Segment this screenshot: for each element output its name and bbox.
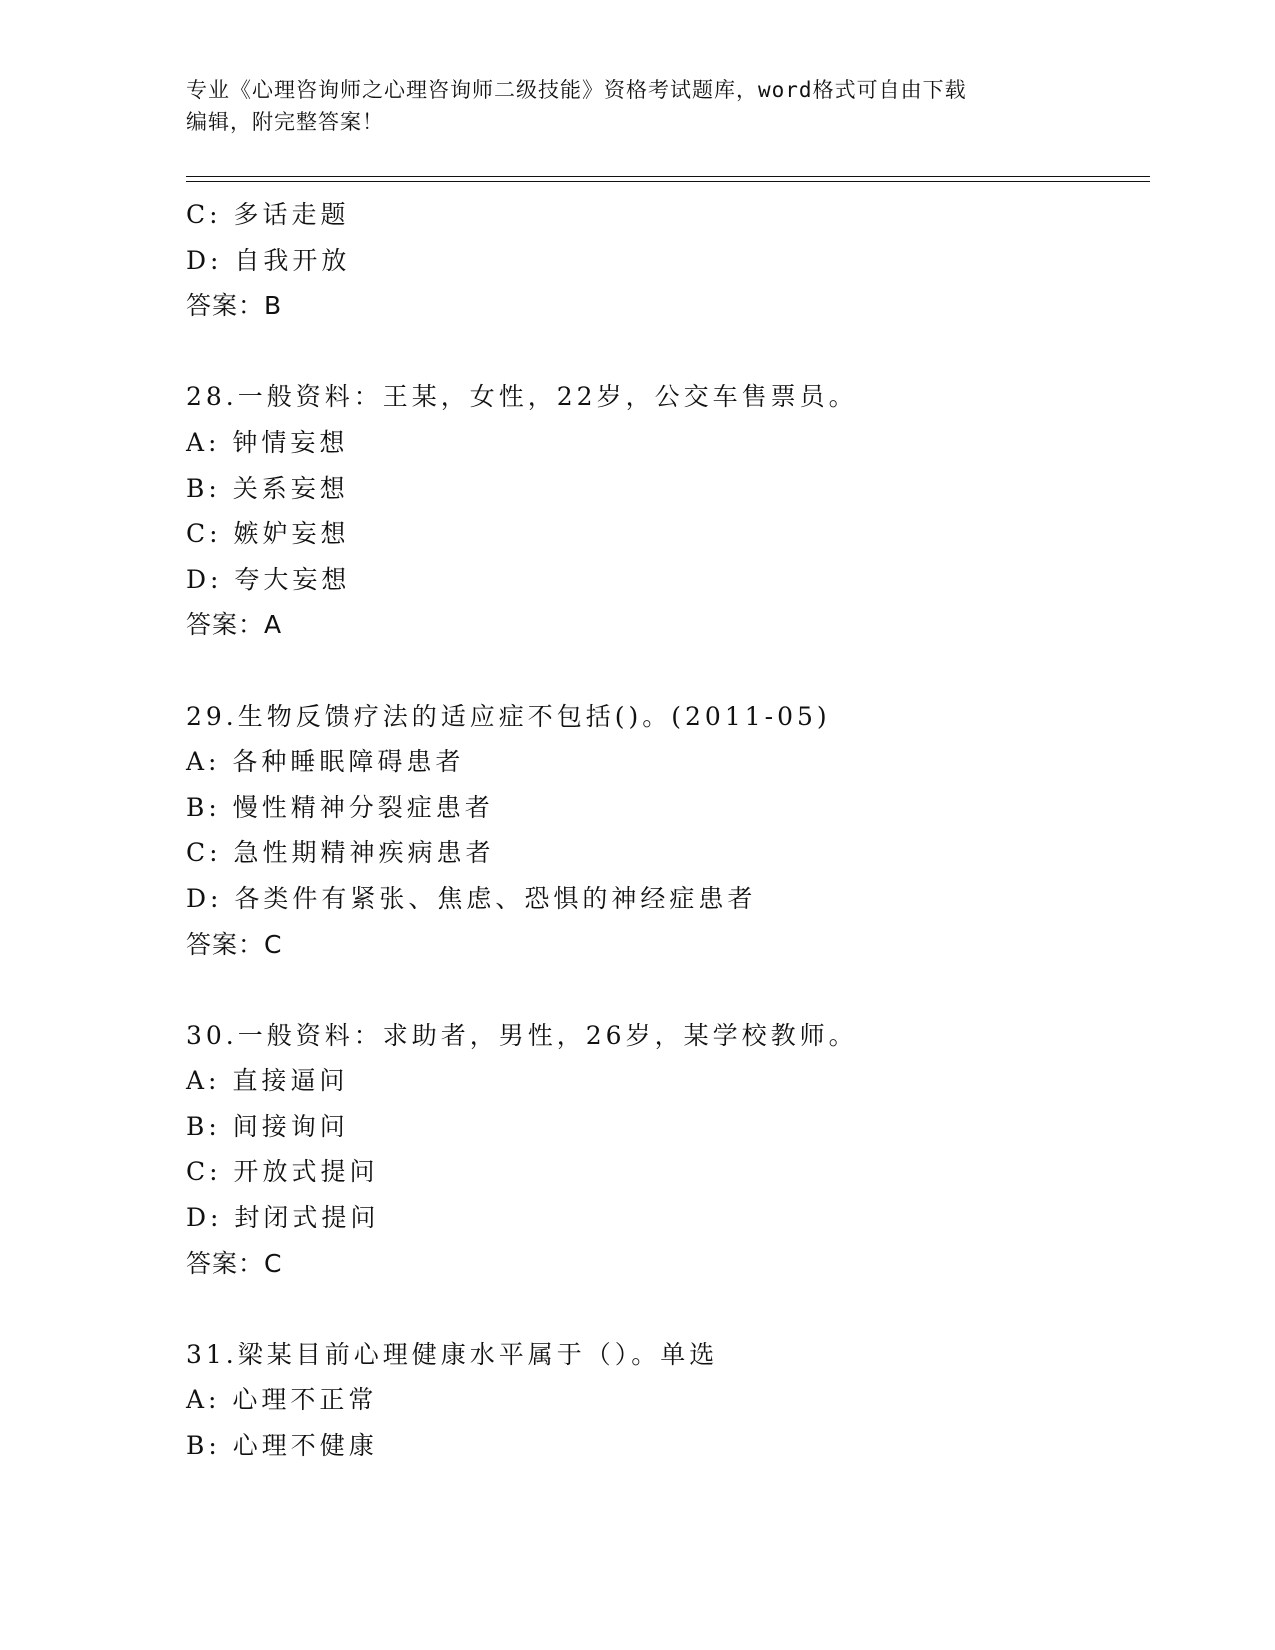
- question-stem-28: 28.一般资料：王某，女性，22岁，公交车售票员。: [186, 382, 858, 412]
- option-c: C: 开放式提问: [186, 1157, 379, 1187]
- answer: 答案：B: [186, 291, 283, 321]
- option-b: B: 间接询问: [186, 1111, 349, 1141]
- option-a: A: 心理不正常: [186, 1385, 378, 1415]
- question-stem-31: 31.梁某目前心理健康水平属于（）。单选: [186, 1339, 719, 1369]
- spacer: [186, 648, 1146, 694]
- answer: 答案：C: [186, 929, 283, 959]
- header-line-2: 编辑，附完整答案！: [186, 110, 384, 134]
- spacer: [186, 329, 1146, 375]
- answer: 答案：A: [186, 610, 283, 640]
- document-header: [186, 74, 1086, 138]
- option-d: D: 自我开放: [186, 245, 351, 275]
- option-b: B: 心理不健康: [186, 1431, 378, 1461]
- question-list: [186, 192, 1146, 1469]
- header-line-1: 专业《心理咨询师之心理咨询师二级技能》资格考试题库，word格式可自由下载: [186, 78, 967, 102]
- option-b: B: 慢性精神分裂症患者: [186, 792, 494, 822]
- spacer: [186, 967, 1146, 1013]
- header-rule-top: [186, 176, 1150, 177]
- option-c: C: 急性期精神疾病患者: [186, 838, 495, 868]
- option-a: A: 直接逼问: [186, 1066, 349, 1096]
- question-stem-30: 30.一般资料：求助者，男性，26岁，某学校教师。: [186, 1020, 858, 1050]
- option-b: B: 关系妄想: [186, 473, 349, 503]
- option-d: D: 封闭式提问: [186, 1203, 380, 1233]
- option-a: A: 钟情妄想: [186, 427, 349, 457]
- answer: 答案：C: [186, 1248, 283, 1278]
- option-c: C: 嫉妒妄想: [186, 519, 350, 549]
- option-a: A: 各种睡眠障碍患者: [186, 747, 465, 777]
- option-c: C: 多话走题: [186, 200, 350, 229]
- question-stem-29: 29.生物反馈疗法的适应症不包括()。(2011-05): [186, 701, 831, 731]
- option-d: D: 各类件有紧张、焦虑、恐惧的神经症患者: [186, 883, 757, 913]
- header-rule-bottom: [186, 181, 1150, 182]
- option-d: D: 夸大妄想: [186, 564, 351, 594]
- spacer: [186, 1286, 1146, 1332]
